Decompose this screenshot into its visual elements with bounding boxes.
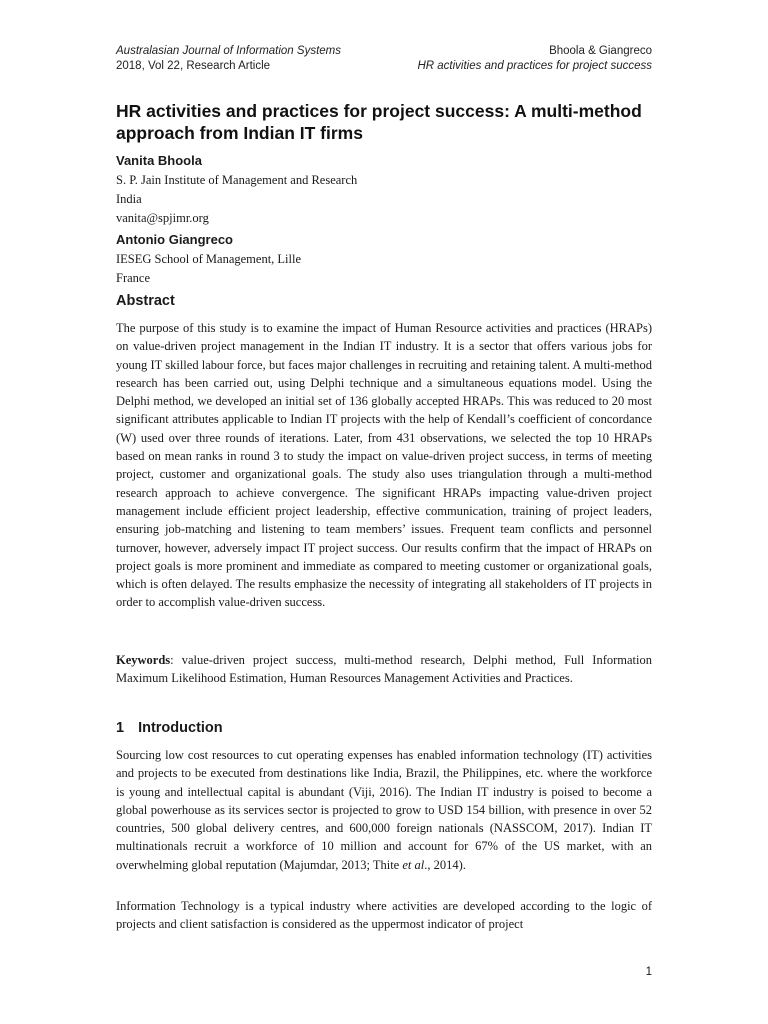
- section-number: 1: [116, 720, 125, 736]
- intro-etal: et al: [402, 857, 425, 872]
- abstract-text: The purpose of this study is to examine the impact of Human Resource activities and practices (HRAPs) on value-driven project management in the Indian IT industry. It is a sector that offers various jobs for young IT skilled labour force, but faces major challenges in recruiting and retaining talent. A multi-method research has been carried out, using Delphi technique and a simultaneous equations model. Using the Delphi method, we developed an initial set of 136 globally accepted HRAPs. This was reduced to 20 most significant attributes applicable to Indian IT projects with the help of Kendall’s coefficient of concordance (W) used over three rounds of iterations. Later, from 431 observations, we selected the top 10 HRAPs based on mean ranks in round 3 to study the impact on value-driven project success, in terms of meeting project, customer and organizational goals. The study also uses triangulation through a multi-method research approach to achieve convergence. The significant HRAPs impacting value-driven project management include efficient project leadership, effective communication, training of project leaders, ensuring job-matching and listening to team members’ issues. Frequent team conflicts and personnel turnover, however, adversely impact IT project success. Our results confirm that the impact of HRAPs on project goals is more prominent and immediate as compared to meeting customer or organizational goals, which is often delayed. The results emphasize the necessity of integrating all stakeholders of IT projects in order to accomplish value-driven success.: [116, 321, 652, 610]
- author-block-1: [116, 152, 652, 228]
- author-affiliation: IESEG School of Management, Lille: [116, 252, 302, 266]
- page-number: 1: [645, 966, 652, 978]
- abstract-heading: Abstract: [116, 293, 175, 309]
- running-header: [116, 44, 652, 74]
- section-title: Introduction: [138, 720, 223, 736]
- introduction-paragraph-1: [116, 746, 652, 874]
- author-email[interactable]: vanita@spjimr.org: [116, 211, 209, 225]
- author-block-2: [116, 231, 652, 288]
- author-name: Antonio Giangreco: [116, 232, 233, 247]
- keywords-label: Keywords: [116, 653, 171, 667]
- intro-text: Sourcing low cost resources to cut operating expenses has enabled information technology (IT) activities and projects to be executed from destinations like India, Brazil, the Philippines, etc. where the workforce is young and intellectual capital is abundant (Viji, 2016). The Indian IT industry is poised to become a global powerhouse as its services sector is projected to grow to USD 154 billion, with presence in over 52 countries, 500 global delivery centres, and 600,000 foreign nationals (NASSCOM, 2017). Indian IT multinationals recruit a workforce of 10 million and account for 67% of the US market, with an overwhelming global reputation (Majumdar, 2013; Thite: [116, 748, 652, 872]
- introduction-paragraph-2: Information Technology is a typical industry where activities are developed according to the logic of projects and client satisfaction is considered as the uppermost indicator of project: [116, 899, 652, 932]
- author-country: France: [116, 271, 151, 285]
- journal-name: Australasian Journal of Information Systems: [116, 45, 341, 57]
- author-affiliation: S. P. Jain Institute of Management and Research: [116, 173, 358, 187]
- header-authors: Bhoola & Giangreco: [549, 45, 652, 57]
- keywords-text: : value-driven project success, multi-method research, Delphi method, Full Information Maximum Likelihood Estimation, Human Resources Management Activities and Practices.: [116, 653, 652, 686]
- keywords: [116, 651, 652, 688]
- journal-issue: 2018, Vol 22, Research Article: [116, 60, 271, 72]
- author-name: Vanita Bhoola: [116, 153, 202, 168]
- intro-text-end: ., 2014).: [424, 857, 466, 872]
- section-heading-introduction: [116, 719, 223, 737]
- paper-title: HR activities and practices for project success: A multi-method approach from Indian IT firms: [116, 101, 642, 143]
- header-short-title: HR activities and practices for project success: [417, 60, 652, 72]
- author-country: India: [116, 192, 142, 206]
